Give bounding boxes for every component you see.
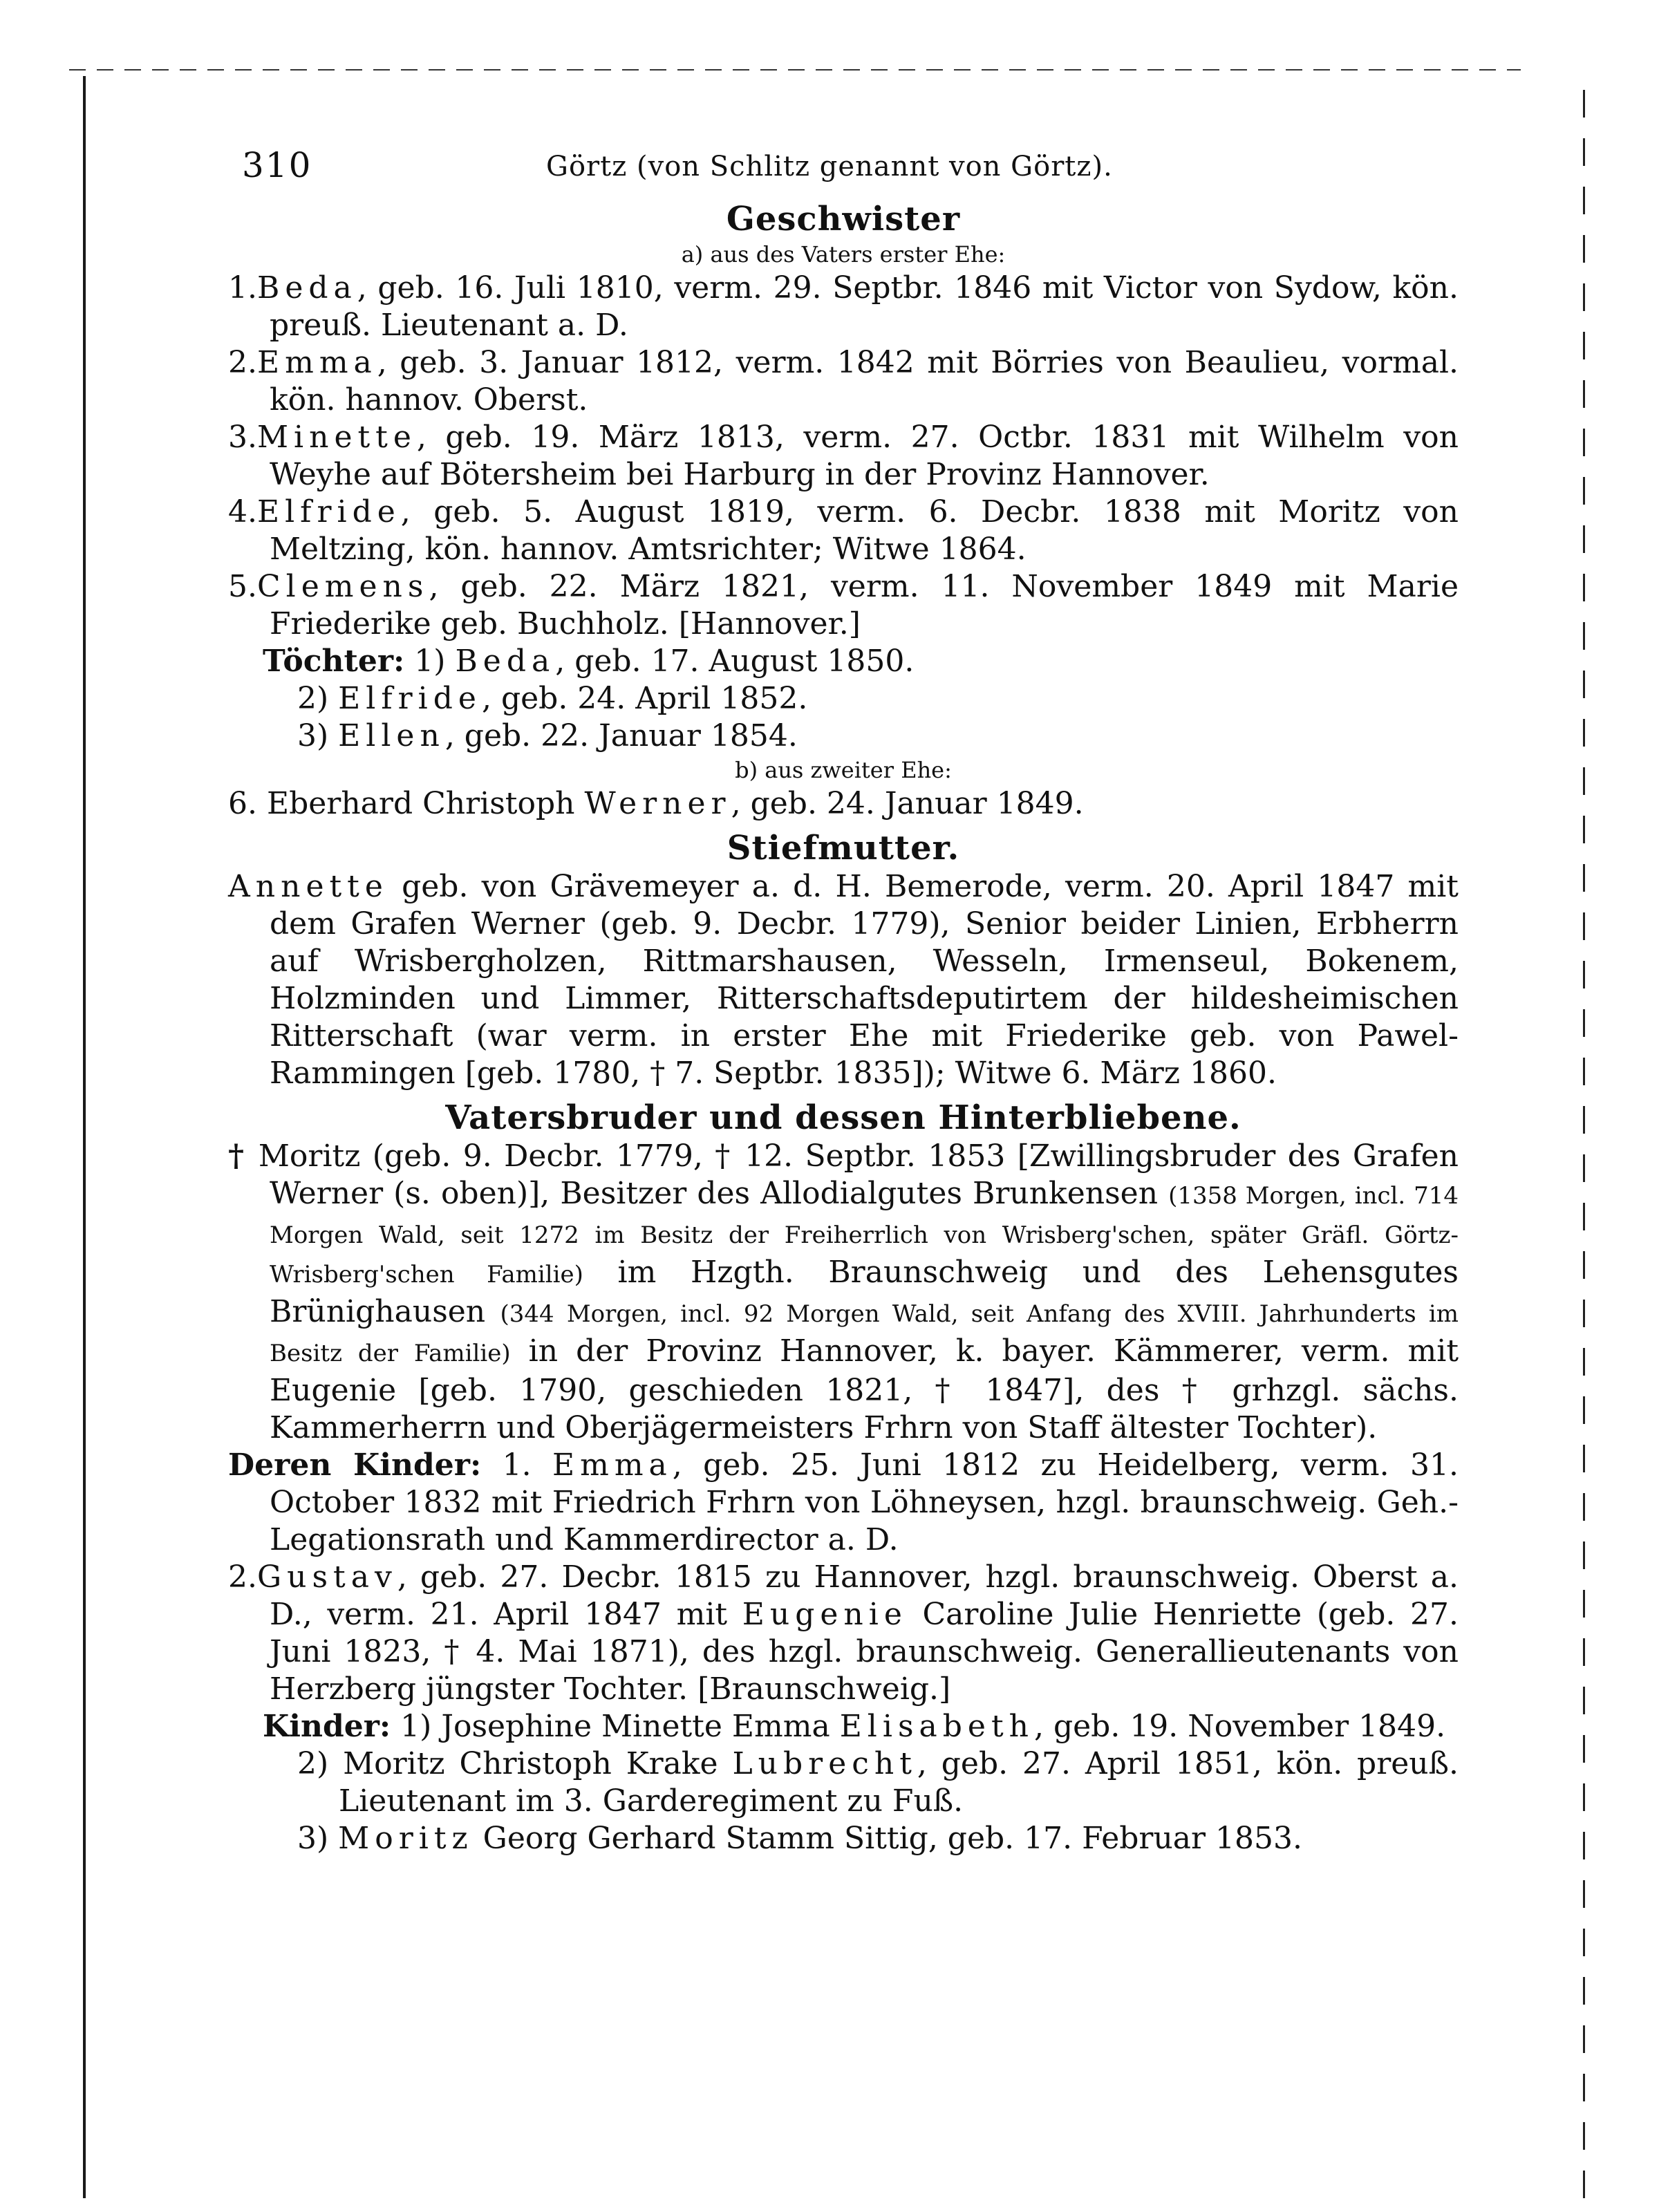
section-title-siblings: Geschwister [726, 200, 961, 238]
entry-name: Werner [584, 786, 731, 821]
grandchild-entry [228, 1820, 1459, 1857]
entry-name: Lubrecht [732, 1746, 917, 1781]
entry-number: 1) [400, 1709, 432, 1744]
entry-text: , geb. 19. März 1813, verm. 27. Octbr. 1831 mit Wilhelm von Weyhe auf Bötersheim bei Harburg in der Provinz Hannover. [270, 420, 1459, 492]
entry-number: 4. [228, 494, 257, 529]
daughter-entry [228, 680, 1459, 718]
daughters-label: Töchter: [263, 644, 405, 679]
entry-text: , geb. 27. Decbr. 1815 zu Hannover, hzgl. braunschweig. Oberst a. D., verm. 21. April 1847 mit [270, 1559, 1459, 1632]
entry-name: Elisabeth [839, 1709, 1034, 1744]
death-cross-icon: † [228, 1138, 247, 1174]
entry-name: Minette [256, 420, 417, 455]
sibling-entry [228, 344, 1459, 419]
entry-prename: Josephine Minette Emma [441, 1709, 830, 1744]
entry-name: Emma [256, 345, 377, 380]
entry-text: , geb. 17. August 1850. [555, 644, 915, 679]
entry-name: Elfride [338, 681, 482, 716]
entry-name: Annette [228, 869, 388, 904]
entry-name: Gustav [256, 1559, 397, 1595]
sibling-entry [228, 494, 1459, 568]
entry-name: Emma [552, 1447, 673, 1483]
entry-name: Moritz [338, 1821, 474, 1856]
entry-name: Clemens [256, 569, 429, 604]
daughter-entry [228, 643, 1459, 680]
section-title-stepmother: Stiefmutter. [727, 829, 960, 868]
entry-number: 2) [297, 681, 329, 716]
sibling-entry [228, 270, 1459, 344]
entry-text: in der Provinz Hannover, k. bayer. Kämmerer, verm. mit Eugenie [geb. 1790, geschieden 1821, † 1847], des † grhzgl. sächs. Kammerherrn und Oberjägermeisters Frhrn von Staff ältester Tochter). [270, 1333, 1459, 1445]
entry-prename: Eberhard Christoph [266, 786, 575, 821]
entry-number: 1) [414, 644, 446, 679]
running-head: Görtz (von Schlitz genannt von Görtz). [546, 151, 1113, 182]
child-entry [228, 1447, 1459, 1559]
entry-name: Beda [256, 270, 357, 306]
grandchildren-label: Kinder: [263, 1709, 391, 1744]
page-header [228, 131, 1459, 194]
entry-number: 2) [297, 1746, 329, 1781]
entry-text: , geb. 27. April 1851, kön. preuß. Lieutenant im 3. Garderegiment zu Fuß. [339, 1746, 1459, 1819]
entry-text: , geb. 3. Januar 1812, verm. 1842 mit Börries von Beaulieu, vormal. kön. hannov. Oberst. [270, 345, 1459, 418]
scan-edge-right [1583, 90, 1585, 2198]
sibling-entry [228, 568, 1459, 643]
entry-number: 3) [297, 718, 329, 753]
entry-text: Caroline Julie Henriette (geb. 27. Juni 1823, † 4. Mai 1871), des hzgl. braunschweig. Generallieutenants von Herzberg jüngster Tochter. [Braunschweig.] [270, 1597, 1459, 1707]
children-label: Deren Kinder: [228, 1447, 482, 1483]
stepmother-entry [228, 868, 1459, 1092]
uncle-entry [228, 1138, 1459, 1447]
entry-text: Georg Gerhard Stamm Sittig, geb. 17. Februar 1853. [473, 1821, 1303, 1856]
grandchild-entry [228, 1708, 1459, 1745]
page-number: 310 [242, 145, 312, 185]
spouse-name: Eugenie [742, 1597, 908, 1632]
entry-text: , geb. 22. Januar 1854. [444, 718, 798, 753]
grandchild-entry [228, 1745, 1459, 1820]
child-entry [228, 1559, 1459, 1708]
entry-text: , geb. 25. Juni 1812 zu Heidelberg, verm. 31. October 1832 mit Friedrich Frhrn von Löhneysen, hzgl. braunschweig. Geh.-Legationsrath und Kammerdirector a. D. [270, 1447, 1459, 1557]
entry-text: , geb. 22. März 1821, verm. 11. November 1849 mit Marie Friederike geb. Buchholz. [Hannover.] [270, 569, 1459, 641]
entry-text: Moritz (geb. 9. Decbr. 1779, † 12. Septbr. 1853 [Zwillingsbruder des Grafen Werner (s. oben)], Besitzer des Allodialgutes Brunkensen [246, 1138, 1459, 1211]
sibling-entry [228, 419, 1459, 494]
section-title-uncle: Vatersbruder und dessen Hinterbliebene. [445, 1098, 1241, 1137]
entry-text: , geb. 16. Juli 1810, verm. 29. Septbr. 1846 mit Victor von Sydow, kön. preuß. Lieutenant a. D. [270, 270, 1459, 343]
entry-prename: Moritz Christoph Krake [343, 1746, 718, 1781]
entry-name: Beda [455, 644, 556, 679]
entry-note: (1358 Morgen, incl. 714 Morgen Wald, seit 1272 im Besitz der Freiherrlich von Wrisberg'schen, später Gräfl. Görtz-Wrisberg'schen Familie) [270, 1182, 1459, 1288]
sibling-entry [228, 785, 1459, 823]
subsection-first-marriage: a) aus des Vaters erster Ehe: [681, 241, 1006, 268]
entry-text: , geb. 24. Januar 1849. [731, 786, 1084, 821]
entry-note: (344 Morgen, incl. 92 Morgen Wald, seit Anfang des XVIII. Jahrhunderts im Besitz der Familie) [270, 1300, 1459, 1367]
entry-text: geb. von Grävemeyer a. d. H. Bemerode, verm. 20. April 1847 mit dem Grafen Werner (geb. 9. Decbr. 1779), Senior beider Linien, Erbherrn auf Wrisbergholzen, Rittmarshausen, Wesseln, Irmenseul, Bokenem, Holzminden und Limmer, Ritterschaftsdeputirtem der hildesheimischen Ritterschaft (war verm. in erster Ehe mit Friederike geb. von Pawel-Rammingen [geb. 1780, † 7. Septbr. 1835]); Witwe 6. März 1860. [270, 869, 1459, 1091]
entry-text: , geb. 5. August 1819, verm. 6. Decbr. 1838 mit Moritz von Meltzing, kön. hannov. Amtsrichter; Witwe 1864. [270, 494, 1459, 567]
entry-text: im Hzgth. Braunschweig und des Lehensgutes Brünighausen [270, 1255, 1459, 1329]
entry-name: Ellen [338, 718, 445, 753]
entry-number: 5. [228, 569, 257, 604]
daughter-entry [228, 718, 1459, 755]
entry-text: , geb. 24. April 1852. [481, 681, 808, 716]
entry-number: 6. [228, 786, 257, 821]
scan-edge-top [69, 69, 1521, 71]
entry-text: , geb. 19. November 1849. [1034, 1709, 1446, 1744]
entry-number: 2. [228, 345, 257, 380]
subsection-second-marriage: b) aus zweiter Ehe: [735, 757, 952, 783]
entry-name: Elfride [256, 494, 401, 529]
entry-number: 3) [297, 1821, 329, 1856]
entry-number: 2. [228, 1559, 257, 1595]
book-page [228, 131, 1459, 1857]
entry-number: 3. [228, 420, 257, 455]
entry-number: 1. [228, 270, 257, 306]
entry-number: 1. [502, 1447, 532, 1483]
